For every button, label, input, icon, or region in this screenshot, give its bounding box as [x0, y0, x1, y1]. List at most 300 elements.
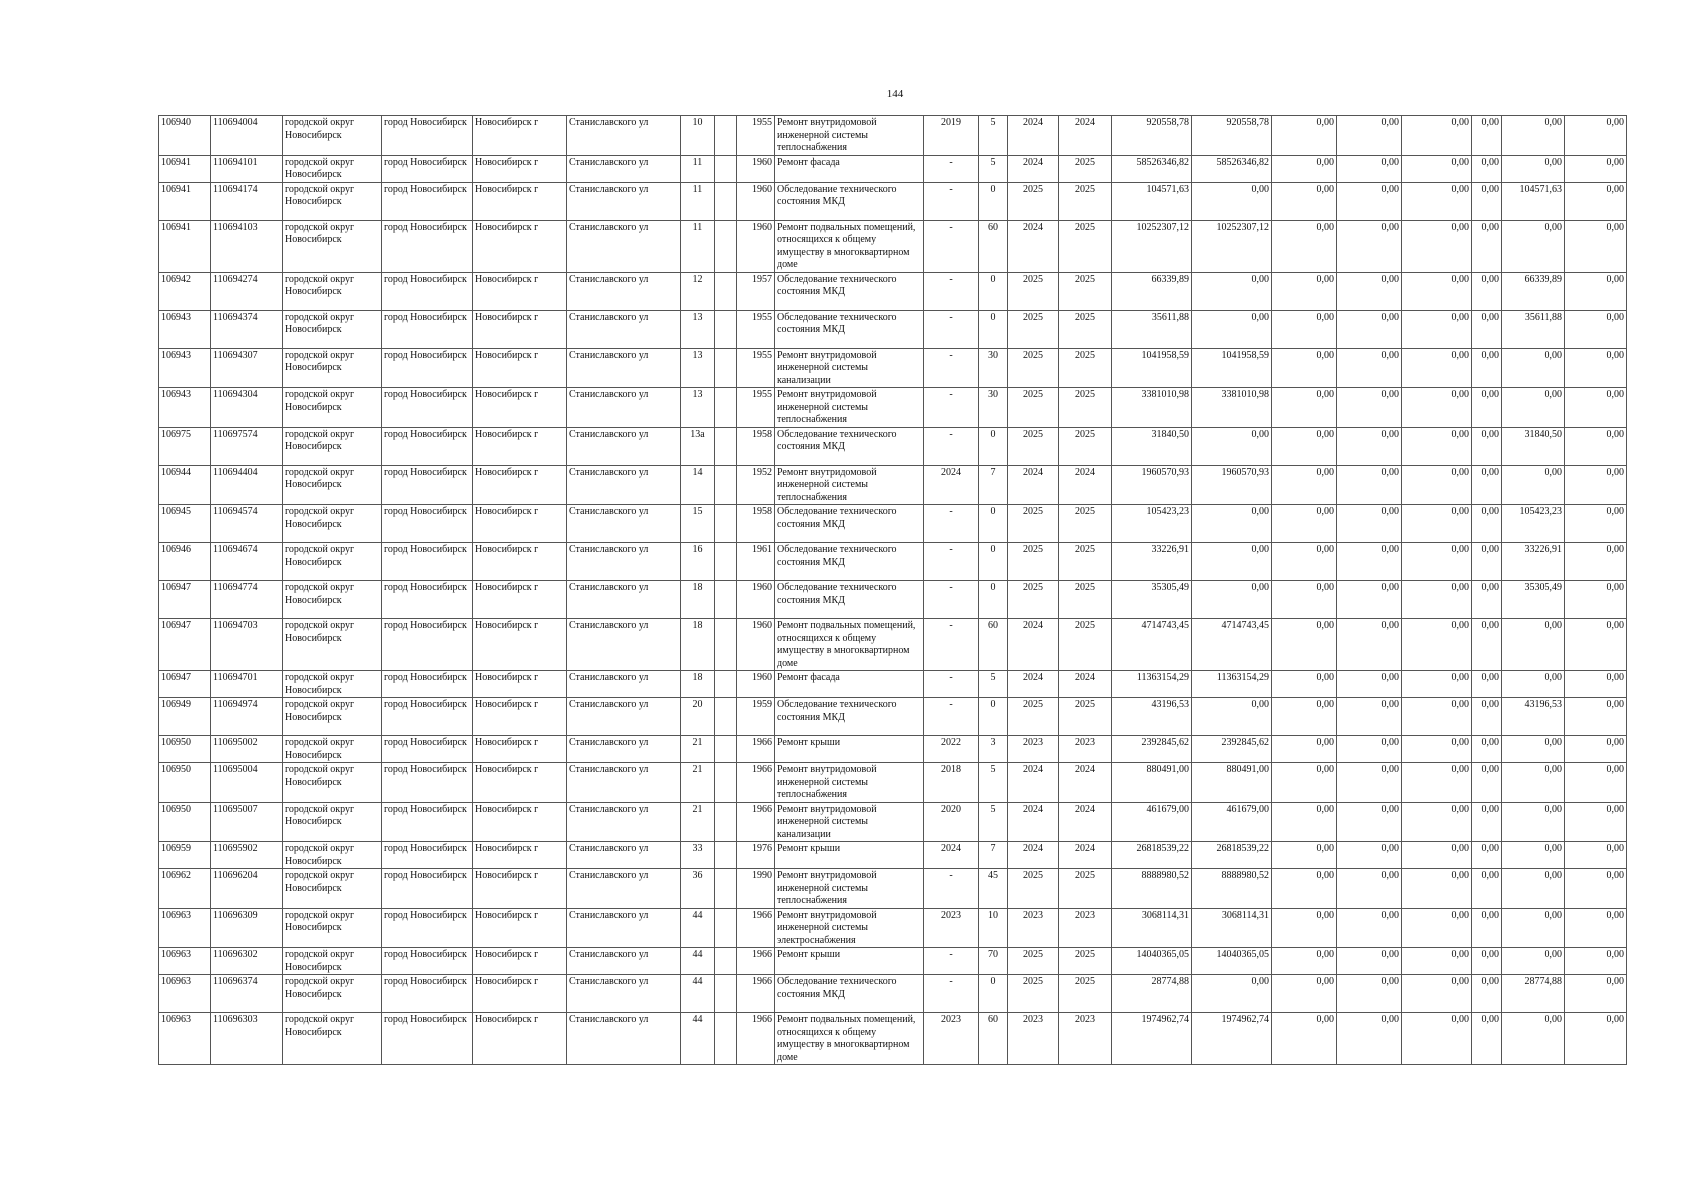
- cell-house: 14: [681, 465, 715, 505]
- cell-code: 110694974: [211, 698, 283, 736]
- cell-fund-3: 0,00: [1337, 348, 1402, 388]
- cell-city: Новосибирск г: [473, 348, 567, 388]
- cell-build-year: 1961: [737, 543, 775, 581]
- cell-last-repair: 2024: [924, 842, 979, 869]
- cell-last-repair: -: [924, 543, 979, 581]
- cell-fund-1: 880491,00: [1192, 763, 1272, 803]
- cell-end-year: 2023: [1059, 736, 1112, 763]
- cell-fund-6: 0,00: [1502, 802, 1565, 842]
- cell-wear-percent: 10: [979, 908, 1008, 948]
- cell-fund-2: 0,00: [1272, 348, 1337, 388]
- cell-settlement: город Новосибирск: [382, 619, 473, 671]
- cell-fund-4: 0,00: [1402, 698, 1472, 736]
- cell-settlement: город Новосибирск: [382, 908, 473, 948]
- cell-fund-5: 0,00: [1472, 698, 1502, 736]
- cell-last-repair: 2022: [924, 736, 979, 763]
- cell-last-repair: -: [924, 671, 979, 698]
- cell-fund-2: 0,00: [1272, 581, 1337, 619]
- cell-work-type: Обследование технического состояния МКД: [775, 543, 924, 581]
- cell-fund-2: 0,00: [1272, 948, 1337, 975]
- cell-fund-2: 0,00: [1272, 736, 1337, 763]
- cell-work-type: Обследование технического состояния МКД: [775, 975, 924, 1013]
- cell-fund-4: 0,00: [1402, 802, 1472, 842]
- cell-blank: [715, 272, 737, 310]
- cell-fund-5: 0,00: [1472, 465, 1502, 505]
- cell-fund-2: 0,00: [1272, 388, 1337, 428]
- cell-last-repair: 2024: [924, 465, 979, 505]
- cell-blank: [715, 1013, 737, 1065]
- cell-start-year: 2025: [1008, 698, 1059, 736]
- cell-house: 10: [681, 116, 715, 156]
- cell-build-year: 1960: [737, 671, 775, 698]
- cell-settlement: город Новосибирск: [382, 465, 473, 505]
- cell-fund-4: 0,00: [1402, 348, 1472, 388]
- cell-id: 106944: [159, 465, 211, 505]
- cell-last-repair: 2020: [924, 802, 979, 842]
- table-row: [159, 543, 1627, 581]
- cell-fund-7: 0,00: [1565, 427, 1627, 465]
- cell-id: 106947: [159, 581, 211, 619]
- cell-wear-percent: 60: [979, 619, 1008, 671]
- cell-fund-5: 0,00: [1472, 581, 1502, 619]
- cell-blank: [715, 842, 737, 869]
- cell-fund-5: 0,00: [1472, 619, 1502, 671]
- cell-street: Станиславского ул: [567, 388, 681, 428]
- cell-district: городской округ Новосибирск: [283, 908, 382, 948]
- cell-work-type: Ремонт внутридомовой инженерной системы канализации: [775, 348, 924, 388]
- cell-fund-2: 0,00: [1272, 505, 1337, 543]
- cell-fund-3: 0,00: [1337, 802, 1402, 842]
- cell-city: Новосибирск г: [473, 671, 567, 698]
- cell-fund-5: 0,00: [1472, 388, 1502, 428]
- cell-settlement: город Новосибирск: [382, 736, 473, 763]
- cell-work-type: Обследование технического состояния МКД: [775, 182, 924, 220]
- cell-house: 12: [681, 272, 715, 310]
- cell-blank: [715, 948, 737, 975]
- cell-end-year: 2025: [1059, 698, 1112, 736]
- cell-fund-1: 10252307,12: [1192, 220, 1272, 272]
- cell-fund-4: 0,00: [1402, 465, 1472, 505]
- cell-fund-3: 0,00: [1337, 1013, 1402, 1065]
- table-row: [159, 671, 1627, 698]
- cell-fund-5: 0,00: [1472, 543, 1502, 581]
- page-number: 144: [886, 88, 904, 100]
- cell-fund-2: 0,00: [1272, 465, 1337, 505]
- cell-city: Новосибирск г: [473, 802, 567, 842]
- cell-last-repair: -: [924, 388, 979, 428]
- cell-district: городской округ Новосибирск: [283, 348, 382, 388]
- cell-code: 110694103: [211, 220, 283, 272]
- cell-end-year: 2025: [1059, 310, 1112, 348]
- cell-fund-2: 0,00: [1272, 763, 1337, 803]
- table-row: [159, 348, 1627, 388]
- cell-settlement: город Новосибирск: [382, 182, 473, 220]
- cell-fund-5: 0,00: [1472, 842, 1502, 869]
- cell-fund-6: 0,00: [1502, 220, 1565, 272]
- cell-fund-4: 0,00: [1402, 948, 1472, 975]
- cell-code: 110694703: [211, 619, 283, 671]
- cell-fund-3: 0,00: [1337, 505, 1402, 543]
- cell-fund-3: 0,00: [1337, 116, 1402, 156]
- cell-fund-5: 0,00: [1472, 427, 1502, 465]
- cell-fund-5: 0,00: [1472, 116, 1502, 156]
- cell-fund-4: 0,00: [1402, 975, 1472, 1013]
- cell-wear-percent: 45: [979, 869, 1008, 909]
- cell-fund-5: 0,00: [1472, 975, 1502, 1013]
- cell-fund-3: 0,00: [1337, 581, 1402, 619]
- cell-settlement: город Новосибирск: [382, 116, 473, 156]
- cell-start-year: 2024: [1008, 155, 1059, 182]
- cell-district: городской округ Новосибирск: [283, 427, 382, 465]
- cell-fund-6: 28774,88: [1502, 975, 1565, 1013]
- cell-city: Новосибирск г: [473, 272, 567, 310]
- cell-last-repair: -: [924, 427, 979, 465]
- cell-total-cost: 105423,23: [1112, 505, 1192, 543]
- cell-house: 44: [681, 948, 715, 975]
- cell-district: городской округ Новосибирск: [283, 543, 382, 581]
- cell-fund-3: 0,00: [1337, 310, 1402, 348]
- cell-end-year: 2025: [1059, 948, 1112, 975]
- cell-street: Станиславского ул: [567, 505, 681, 543]
- cell-id: 106943: [159, 310, 211, 348]
- cell-code: 110694774: [211, 581, 283, 619]
- cell-id: 106950: [159, 736, 211, 763]
- table-row: [159, 155, 1627, 182]
- cell-fund-3: 0,00: [1337, 220, 1402, 272]
- cell-wear-percent: 30: [979, 348, 1008, 388]
- cell-settlement: город Новосибирск: [382, 348, 473, 388]
- cell-start-year: 2023: [1008, 908, 1059, 948]
- cell-wear-percent: 30: [979, 388, 1008, 428]
- cell-start-year: 2024: [1008, 465, 1059, 505]
- cell-id: 106943: [159, 348, 211, 388]
- cell-fund-4: 0,00: [1402, 182, 1472, 220]
- cell-work-type: Ремонт крыши: [775, 948, 924, 975]
- cell-fund-3: 0,00: [1337, 908, 1402, 948]
- cell-end-year: 2023: [1059, 908, 1112, 948]
- cell-code: 110694404: [211, 465, 283, 505]
- cell-build-year: 1976: [737, 842, 775, 869]
- cell-street: Станиславского ул: [567, 581, 681, 619]
- cell-district: городской округ Новосибирск: [283, 802, 382, 842]
- table-row: [159, 1013, 1627, 1065]
- cell-start-year: 2023: [1008, 1013, 1059, 1065]
- table-row: [159, 975, 1627, 1013]
- cell-wear-percent: 5: [979, 802, 1008, 842]
- cell-code: 110694101: [211, 155, 283, 182]
- cell-fund-3: 0,00: [1337, 543, 1402, 581]
- cell-build-year: 1960: [737, 581, 775, 619]
- cell-total-cost: 2392845,62: [1112, 736, 1192, 763]
- cell-fund-3: 0,00: [1337, 427, 1402, 465]
- cell-fund-2: 0,00: [1272, 220, 1337, 272]
- cell-house: 13: [681, 388, 715, 428]
- cell-start-year: 2025: [1008, 272, 1059, 310]
- cell-total-cost: 43196,53: [1112, 698, 1192, 736]
- cell-fund-5: 0,00: [1472, 671, 1502, 698]
- cell-fund-2: 0,00: [1272, 802, 1337, 842]
- cell-fund-7: 0,00: [1565, 155, 1627, 182]
- cell-street: Станиславского ул: [567, 1013, 681, 1065]
- cell-id: 106962: [159, 869, 211, 909]
- cell-fund-7: 0,00: [1565, 182, 1627, 220]
- cell-total-cost: 33226,91: [1112, 543, 1192, 581]
- cell-blank: [715, 116, 737, 156]
- cell-fund-3: 0,00: [1337, 671, 1402, 698]
- cell-fund-1: 461679,00: [1192, 802, 1272, 842]
- cell-street: Станиславского ул: [567, 619, 681, 671]
- table-row: [159, 116, 1627, 156]
- cell-wear-percent: 0: [979, 272, 1008, 310]
- cell-fund-5: 0,00: [1472, 310, 1502, 348]
- cell-id: 106963: [159, 948, 211, 975]
- cell-end-year: 2025: [1059, 581, 1112, 619]
- cell-build-year: 1959: [737, 698, 775, 736]
- cell-street: Станиславского ул: [567, 465, 681, 505]
- cell-start-year: 2024: [1008, 802, 1059, 842]
- cell-wear-percent: 0: [979, 427, 1008, 465]
- cell-start-year: 2025: [1008, 948, 1059, 975]
- table-row: [159, 698, 1627, 736]
- cell-fund-6: 43196,53: [1502, 698, 1565, 736]
- cell-build-year: 1960: [737, 182, 775, 220]
- cell-wear-percent: 5: [979, 763, 1008, 803]
- cell-fund-6: 35305,49: [1502, 581, 1565, 619]
- table-row: [159, 220, 1627, 272]
- cell-start-year: 2025: [1008, 348, 1059, 388]
- cell-fund-2: 0,00: [1272, 543, 1337, 581]
- cell-build-year: 1955: [737, 310, 775, 348]
- cell-street: Станиславского ул: [567, 272, 681, 310]
- cell-fund-2: 0,00: [1272, 155, 1337, 182]
- cell-fund-1: 8888980,52: [1192, 869, 1272, 909]
- cell-settlement: город Новосибирск: [382, 948, 473, 975]
- cell-fund-4: 0,00: [1402, 908, 1472, 948]
- cell-start-year: 2025: [1008, 975, 1059, 1013]
- cell-fund-6: 0,00: [1502, 1013, 1565, 1065]
- cell-fund-7: 0,00: [1565, 698, 1627, 736]
- cell-work-type: Обследование технического состояния МКД: [775, 505, 924, 543]
- cell-city: Новосибирск г: [473, 543, 567, 581]
- cell-id: 106963: [159, 1013, 211, 1065]
- cell-work-type: Ремонт фасада: [775, 671, 924, 698]
- cell-work-type: Обследование технического состояния МКД: [775, 698, 924, 736]
- cell-city: Новосибирск г: [473, 310, 567, 348]
- cell-end-year: 2024: [1059, 465, 1112, 505]
- cell-code: 110694307: [211, 348, 283, 388]
- cell-district: городской округ Новосибирск: [283, 505, 382, 543]
- cell-total-cost: 920558,78: [1112, 116, 1192, 156]
- table-row: [159, 182, 1627, 220]
- table-row: [159, 581, 1627, 619]
- table-row: [159, 948, 1627, 975]
- cell-district: городской округ Новосибирск: [283, 388, 382, 428]
- cell-district: городской округ Новосибирск: [283, 619, 382, 671]
- cell-settlement: город Новосибирск: [382, 763, 473, 803]
- cell-fund-7: 0,00: [1565, 1013, 1627, 1065]
- cell-build-year: 1960: [737, 220, 775, 272]
- cell-fund-6: 0,00: [1502, 619, 1565, 671]
- cell-settlement: город Новосибирск: [382, 388, 473, 428]
- cell-fund-4: 0,00: [1402, 1013, 1472, 1065]
- cell-id: 106959: [159, 842, 211, 869]
- cell-code: 110694374: [211, 310, 283, 348]
- cell-fund-2: 0,00: [1272, 671, 1337, 698]
- cell-fund-7: 0,00: [1565, 348, 1627, 388]
- cell-code: 110696309: [211, 908, 283, 948]
- cell-work-type: Ремонт подвальных помещений, относящихся к общему имуществу в многоквартирном доме: [775, 1013, 924, 1065]
- cell-fund-7: 0,00: [1565, 272, 1627, 310]
- cell-fund-3: 0,00: [1337, 869, 1402, 909]
- cell-fund-5: 0,00: [1472, 736, 1502, 763]
- cell-street: Станиславского ул: [567, 671, 681, 698]
- cell-start-year: 2025: [1008, 182, 1059, 220]
- cell-fund-5: 0,00: [1472, 802, 1502, 842]
- cell-total-cost: 10252307,12: [1112, 220, 1192, 272]
- cell-street: Станиславского ул: [567, 220, 681, 272]
- cell-fund-5: 0,00: [1472, 1013, 1502, 1065]
- cell-fund-1: 0,00: [1192, 543, 1272, 581]
- cell-total-cost: 11363154,29: [1112, 671, 1192, 698]
- cell-build-year: 1960: [737, 619, 775, 671]
- cell-fund-6: 0,00: [1502, 116, 1565, 156]
- cell-house: 13а: [681, 427, 715, 465]
- cell-fund-6: 0,00: [1502, 948, 1565, 975]
- cell-blank: [715, 671, 737, 698]
- cell-city: Новосибирск г: [473, 116, 567, 156]
- cell-street: Станиславского ул: [567, 698, 681, 736]
- cell-total-cost: 26818539,22: [1112, 842, 1192, 869]
- cell-fund-7: 0,00: [1565, 388, 1627, 428]
- cell-district: городской округ Новосибирск: [283, 116, 382, 156]
- cell-fund-3: 0,00: [1337, 975, 1402, 1013]
- cell-fund-6: 33226,91: [1502, 543, 1565, 581]
- cell-work-type: Ремонт внутридомовой инженерной системы электроснабжения: [775, 908, 924, 948]
- cell-wear-percent: 0: [979, 505, 1008, 543]
- cell-district: городской округ Новосибирск: [283, 698, 382, 736]
- cell-last-repair: -: [924, 348, 979, 388]
- cell-fund-7: 0,00: [1565, 465, 1627, 505]
- cell-build-year: 1958: [737, 427, 775, 465]
- cell-fund-6: 0,00: [1502, 671, 1565, 698]
- cell-house: 21: [681, 736, 715, 763]
- cell-house: 11: [681, 220, 715, 272]
- cell-start-year: 2025: [1008, 388, 1059, 428]
- cell-id: 106947: [159, 671, 211, 698]
- cell-work-type: Обследование технического состояния МКД: [775, 272, 924, 310]
- cell-fund-1: 0,00: [1192, 581, 1272, 619]
- table-row: [159, 310, 1627, 348]
- cell-blank: [715, 155, 737, 182]
- cell-street: Станиславского ул: [567, 116, 681, 156]
- cell-settlement: город Новосибирск: [382, 671, 473, 698]
- cell-total-cost: 104571,63: [1112, 182, 1192, 220]
- table-row: [159, 908, 1627, 948]
- cell-district: городской округ Новосибирск: [283, 310, 382, 348]
- cell-city: Новосибирск г: [473, 220, 567, 272]
- cell-fund-1: 4714743,45: [1192, 619, 1272, 671]
- cell-city: Новосибирск г: [473, 505, 567, 543]
- cell-end-year: 2025: [1059, 155, 1112, 182]
- cell-work-type: Ремонт внутридомовой инженерной системы теплоснабжения: [775, 869, 924, 909]
- cell-fund-4: 0,00: [1402, 869, 1472, 909]
- cell-house: 33: [681, 842, 715, 869]
- cell-fund-6: 0,00: [1502, 908, 1565, 948]
- cell-fund-5: 0,00: [1472, 948, 1502, 975]
- cell-fund-1: 3381010,98: [1192, 388, 1272, 428]
- cell-city: Новосибирск г: [473, 388, 567, 428]
- cell-fund-7: 0,00: [1565, 842, 1627, 869]
- cell-settlement: город Новосибирск: [382, 543, 473, 581]
- cell-fund-4: 0,00: [1402, 388, 1472, 428]
- cell-total-cost: 66339,89: [1112, 272, 1192, 310]
- cell-build-year: 1966: [737, 1013, 775, 1065]
- cell-code: 110695902: [211, 842, 283, 869]
- cell-fund-5: 0,00: [1472, 182, 1502, 220]
- cell-fund-5: 0,00: [1472, 505, 1502, 543]
- cell-city: Новосибирск г: [473, 698, 567, 736]
- cell-wear-percent: 0: [979, 310, 1008, 348]
- cell-fund-4: 0,00: [1402, 220, 1472, 272]
- cell-settlement: город Новосибирск: [382, 698, 473, 736]
- cell-fund-4: 0,00: [1402, 543, 1472, 581]
- cell-fund-3: 0,00: [1337, 272, 1402, 310]
- cell-code: 110696204: [211, 869, 283, 909]
- cell-blank: [715, 505, 737, 543]
- cell-fund-7: 0,00: [1565, 581, 1627, 619]
- cell-fund-6: 0,00: [1502, 348, 1565, 388]
- cell-end-year: 2025: [1059, 388, 1112, 428]
- cell-district: городской округ Новосибирск: [283, 763, 382, 803]
- cell-work-type: Ремонт подвальных помещений, относящихся к общему имуществу в многоквартирном доме: [775, 220, 924, 272]
- cell-street: Станиславского ул: [567, 427, 681, 465]
- cell-fund-1: 26818539,22: [1192, 842, 1272, 869]
- cell-code: 110694674: [211, 543, 283, 581]
- cell-code: 110694701: [211, 671, 283, 698]
- cell-fund-2: 0,00: [1272, 975, 1337, 1013]
- cell-city: Новосибирск г: [473, 763, 567, 803]
- cell-city: Новосибирск г: [473, 908, 567, 948]
- cell-settlement: город Новосибирск: [382, 272, 473, 310]
- cell-wear-percent: 0: [979, 975, 1008, 1013]
- cell-build-year: 1966: [737, 908, 775, 948]
- cell-build-year: 1966: [737, 736, 775, 763]
- cell-start-year: 2024: [1008, 842, 1059, 869]
- cell-street: Станиславского ул: [567, 763, 681, 803]
- cell-blank: [715, 581, 737, 619]
- cell-id: 106942: [159, 272, 211, 310]
- cell-fund-2: 0,00: [1272, 842, 1337, 869]
- cell-settlement: город Новосибирск: [382, 975, 473, 1013]
- table-row: [159, 869, 1627, 909]
- cell-end-year: 2024: [1059, 671, 1112, 698]
- cell-house: 18: [681, 671, 715, 698]
- cell-work-type: Ремонт внутридомовой инженерной системы канализации: [775, 802, 924, 842]
- cell-fund-7: 0,00: [1565, 763, 1627, 803]
- cell-fund-4: 0,00: [1402, 842, 1472, 869]
- cell-start-year: 2025: [1008, 505, 1059, 543]
- cell-house: 16: [681, 543, 715, 581]
- cell-build-year: 1955: [737, 388, 775, 428]
- cell-district: городской округ Новосибирск: [283, 671, 382, 698]
- cell-blank: [715, 182, 737, 220]
- cell-house: 13: [681, 348, 715, 388]
- cell-id: 106943: [159, 388, 211, 428]
- cell-end-year: 2025: [1059, 869, 1112, 909]
- cell-fund-5: 0,00: [1472, 348, 1502, 388]
- cell-last-repair: 2023: [924, 908, 979, 948]
- cell-settlement: город Новосибирск: [382, 1013, 473, 1065]
